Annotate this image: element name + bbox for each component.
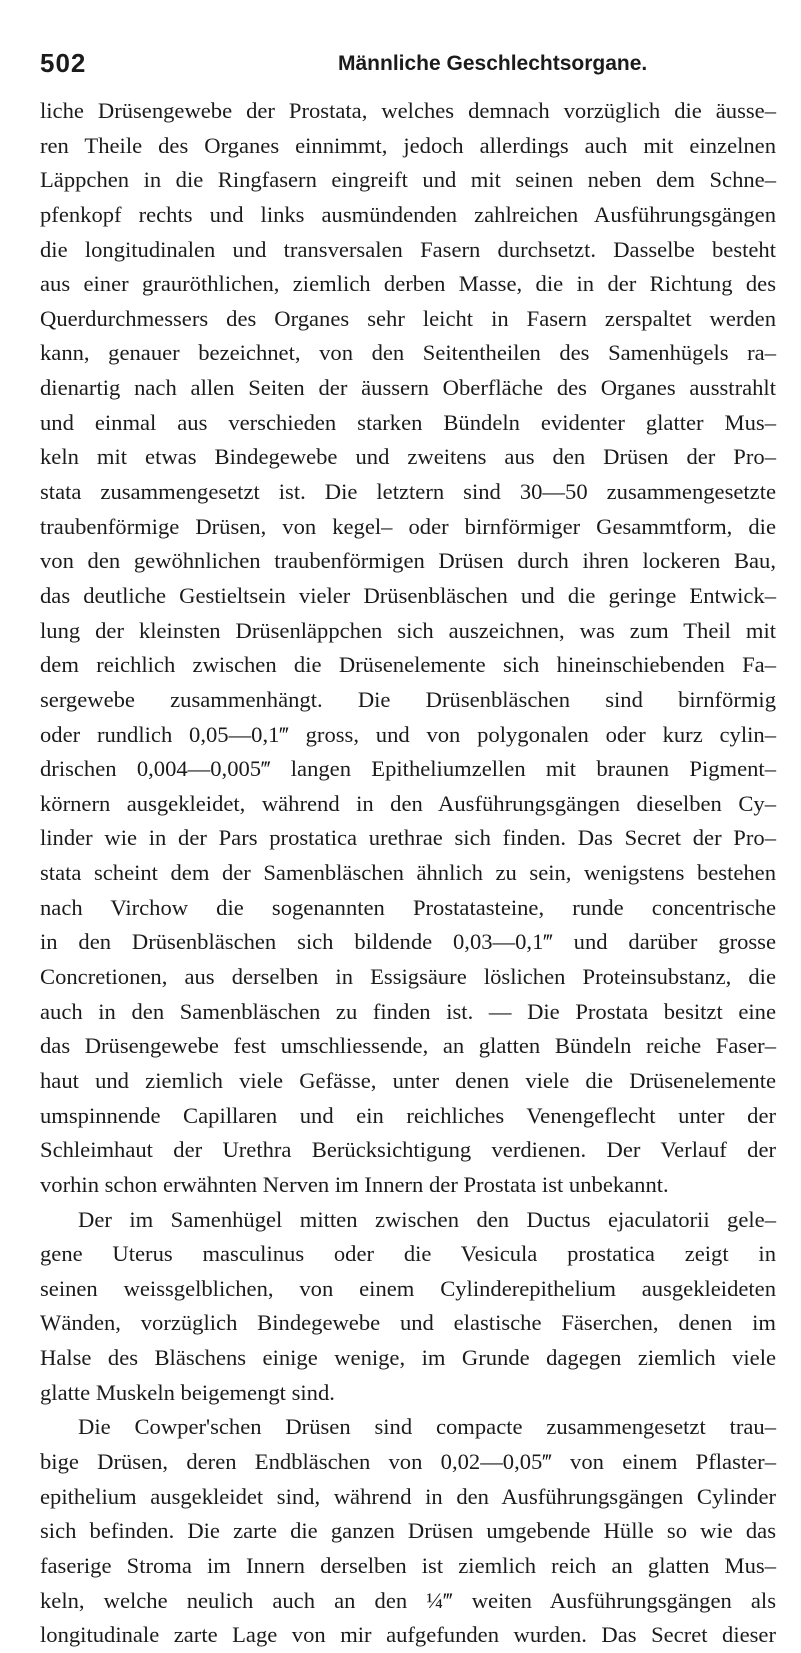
text-line: die longitudinalen und transversalen Fasern durchsetzt. Dasselbe besteht [40,236,776,262]
text-line: bige Drüsen, deren Endbläschen von 0,02—0,05‴ von einem Pflaster– [40,1448,776,1474]
text-line: Der im Samenhügel mitten zwischen den Ductus ejaculatorii gele– [78,1206,776,1232]
text-line: Concretionen, aus derselben in Essigsäure löslichen Proteinsubstanz, die [40,964,776,990]
text-line: stata zusammengesetzt ist. Die letztern sind 30—50 zusammengesetzte [40,479,776,505]
text-line: pfenkopf rechts und links ausmündenden zahlreichen Ausführungsgängen [40,201,776,227]
text-line: faserige Stroma im Innern derselben ist ziemlich reich an glatten Mus– [40,1552,776,1578]
text-line: nach Virchow die sogenannten Prostatasteine, runde concentrische [40,894,776,920]
text-line: Querdurchmessers des Organes sehr leicht in Fasern zerspaltet werden [40,305,776,331]
text-line: aus einer grauröthlichen, ziemlich derben Masse, die in der Richtung des [40,271,776,297]
body-text [40,94,776,1653]
text-line: das Drüsengewebe fest umschliessende, an glatten Bündeln reiche Faser– [40,1033,776,1059]
text-line: körnern ausgekleidet, während in den Ausführungsgängen dieselben Cy– [40,790,776,816]
text-line: umspinnende Capillaren und ein reichliches Venengeflecht unter der [40,1102,776,1128]
text-line: auch in den Samenbläschen zu finden ist. — Die Prostata besitzt eine [40,998,776,1024]
text-line: Die Cowper'schen Drüsen sind compacte zusammengesetzt trau– [78,1414,776,1440]
text-line: linder wie in der Pars prostatica urethrae sich finden. Das Secret der Pro– [40,825,776,851]
text-line: von den gewöhnlichen traubenförmigen Drüsen durch ihren lockeren Bau, [40,548,776,574]
text-line: dem reichlich zwischen die Drüsenelemente sich hineinschiebenden Fa– [40,652,776,678]
text-line: drischen 0,004—0,005‴ langen Epitheliumzellen mit braunen Pigment– [40,756,776,782]
text-line: Läppchen in die Ringfasern eingreift und mit seinen neben dem Schne– [40,167,776,193]
text-line: gene Uterus masculinus oder die Vesicula prostatica zeigt in [40,1241,776,1267]
text-line: das deutliche Gestieltsein vieler Drüsenbläschen und die geringe Entwick– [40,582,776,608]
page-number: 502 [40,48,87,78]
text-line: keln, welche neulich auch an den ¼‴ weiten Ausführungsgängen als [40,1587,776,1613]
text-line: vorhin schon erwähnten Nerven im Innern der Prostata ist unbekannt. [40,1171,669,1197]
text-line: kann, genauer bezeichnet, von den Seitentheilen des Samenhügels ra– [40,340,776,366]
text-line: keln mit etwas Bindegewebe und zweitens aus den Drüsen der Pro– [40,444,776,470]
page-header [40,48,780,88]
running-title: Männliche Geschlechtsorgane. [338,52,648,75]
text-line: seinen weissgelblichen, von einem Cylinderepithelium ausgekleideten [40,1275,776,1301]
text-line: und einmal aus verschieden starken Bündeln evidenter glatter Mus– [40,409,776,435]
text-line: sergewebe zusammenhängt. Die Drüsenbläschen sind birnförmig [40,686,776,712]
text-line: liche Drüsengewebe der Prostata, welches demnach vorzüglich die äusse– [40,98,776,123]
text-line: longitudinale zarte Lage von mir aufgefunden wurden. Das Secret dieser [40,1622,776,1648]
text-line: traubenförmige Drüsen, von kegel– oder birnförmiger Gesammtform, die [40,513,776,539]
text-line: lung der kleinsten Drüsenläppchen sich auszeichnen, was zum Theil mit [40,617,776,643]
text-line: epithelium ausgekleidet sind, während in den Ausführungsgängen Cylinder [40,1483,776,1509]
text-line: in den Drüsenbläschen sich bildende 0,03—0,1‴ und darüber grosse [40,929,776,955]
text-line: oder rundlich 0,05—0,1‴ gross, und von polygonalen oder kurz cylin– [40,721,776,747]
text-line: stata scheint dem der Samenbläschen ähnlich zu sein, wenigstens bestehen [40,860,776,886]
text-line: sich befinden. Die zarte die ganzen Drüsen umgebende Hülle so wie das [40,1518,776,1544]
text-line: Schleimhaut der Urethra Berücksichtigung verdienen. Der Verlauf der [40,1137,776,1163]
text-line: glatte Muskeln beigemengt sind. [40,1379,335,1405]
text-line: Wänden, vorzüglich Bindegewebe und elastische Fäserchen, denen im [40,1310,776,1336]
text-line: Halse des Bläschens einige wenige, im Grunde dagegen ziemlich viele [40,1345,776,1371]
text-line: ren Theile des Organes einnimmt, jedoch allerdings auch mit einzelnen [40,132,776,158]
text-line: dienartig nach allen Seiten der äussern Oberfläche des Organes ausstrahlt [40,375,776,401]
text-line: haut und ziemlich viele Gefässe, unter denen viele die Drüsenelemente [40,1067,776,1093]
